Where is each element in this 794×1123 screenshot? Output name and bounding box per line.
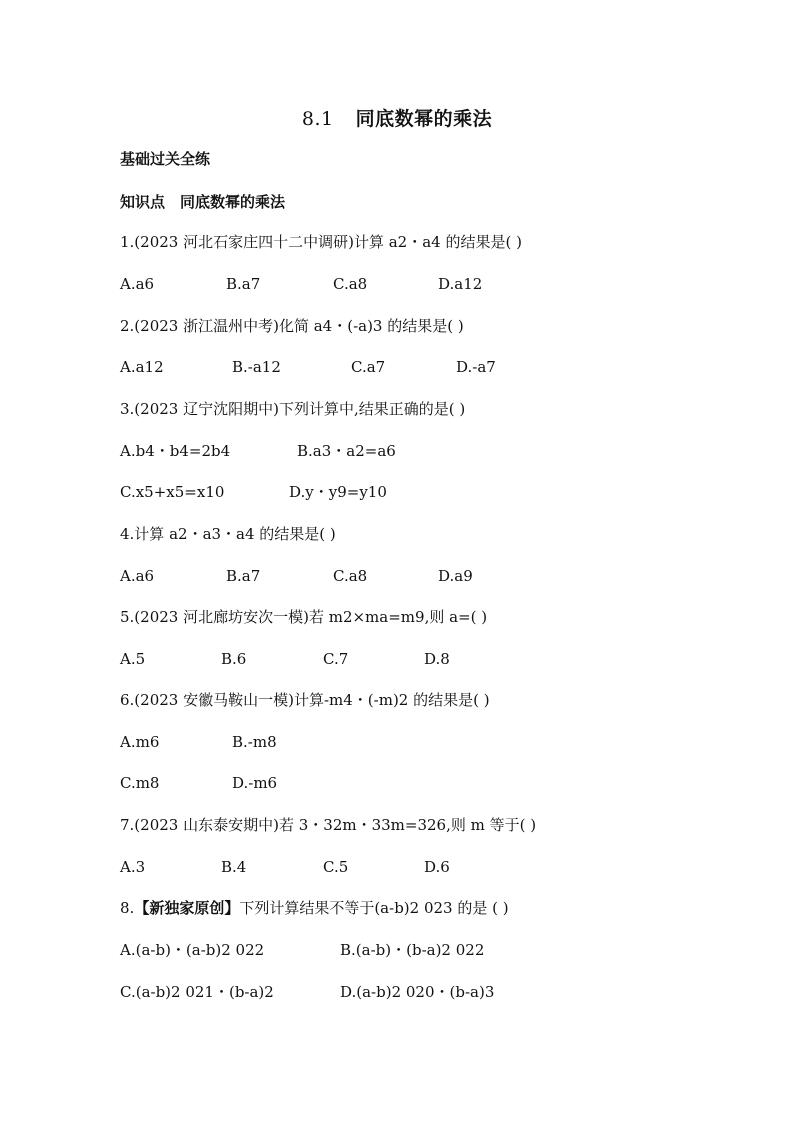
q8-option-b: B.(a-b)・(b-a)2 022	[340, 941, 485, 959]
q5-option-a: A.5	[120, 650, 146, 668]
q5-option-c: C.7	[323, 650, 349, 668]
question-8	[120, 898, 509, 918]
q3-option-c: C.x5+x5=x10	[120, 483, 225, 501]
q4-option-d: D.a9	[438, 567, 473, 585]
q4-option-b: B.a7	[226, 567, 261, 585]
question-2: 2.(2023 浙江温州中考)化简 a4・(-a)3 的结果是( )	[120, 317, 464, 335]
q7-option-a: A.3	[120, 858, 146, 876]
q6-option-a: A.m6	[120, 733, 160, 751]
q1-option-b: B.a7	[226, 275, 261, 293]
q7-option-b: B.4	[221, 858, 247, 876]
question-8-number: 8.	[120, 899, 135, 917]
q6-option-b: B.-m8	[232, 733, 277, 751]
knowledge-point-heading: 知识点 同底数幂的乘法	[120, 193, 286, 211]
question-6: 6.(2023 安徽马鞍山一模)计算-m4・(-m)2 的结果是( )	[120, 691, 490, 709]
q1-option-d: D.a12	[438, 275, 483, 293]
q5-option-d: D.8	[424, 650, 450, 668]
question-1	[120, 232, 522, 252]
q2-option-a: A.a12	[120, 358, 164, 376]
q1-option-a: A.a6	[120, 275, 155, 293]
page-title	[0, 104, 794, 131]
q3-option-d: D.y・y9=y10	[289, 483, 387, 501]
question-8-text: 下列计算结果不等于(a-b)2 023 的是 ( )	[239, 899, 509, 917]
question-1-text: 1.(2023 河北石家庄四十二中调研)计算 a2・a4 的结果是( )	[120, 233, 522, 251]
question-3: 3.(2023 辽宁沈阳期中)下列计算中,结果正确的是( )	[120, 400, 466, 418]
q8-option-d: D.(a-b)2 020・(b-a)3	[340, 983, 495, 1001]
q8-option-a: A.(a-b)・(a-b)2 022	[120, 941, 265, 959]
q3-option-a: A.b4・b4=2b4	[120, 442, 231, 460]
q6-option-c: C.m8	[120, 774, 160, 792]
q2-option-d: D.-a7	[456, 358, 496, 376]
q7-option-d: D.6	[424, 858, 450, 876]
q2-option-b: B.-a12	[232, 358, 281, 376]
section-number: 8.1	[301, 108, 334, 130]
section-heading: 基础过关全练	[120, 150, 211, 168]
q8-option-c: C.(a-b)2 021・(b-a)2	[120, 983, 274, 1001]
title-text: 同底数幂的乘法	[355, 108, 493, 130]
q2-option-c: C.a7	[351, 358, 386, 376]
q3-option-b: B.a3・a2=a6	[297, 442, 396, 460]
question-5: 5.(2023 河北廊坊安次一模)若 m2×ma=m9,则 a=( )	[120, 608, 488, 626]
q6-option-d: D.-m6	[232, 774, 278, 792]
question-7: 7.(2023 山东泰安期中)若 3・32m・33m=326,则 m 等于( )	[120, 816, 537, 834]
q5-option-b: B.6	[221, 650, 247, 668]
q4-option-a: A.a6	[120, 567, 155, 585]
q7-option-c: C.5	[323, 858, 349, 876]
q4-option-c: C.a8	[333, 567, 368, 585]
question-4: 4.计算 a2・a3・a4 的结果是( )	[120, 525, 336, 543]
q1-option-c: C.a8	[333, 275, 368, 293]
original-question-tag: 【新独家原创】	[134, 899, 240, 917]
